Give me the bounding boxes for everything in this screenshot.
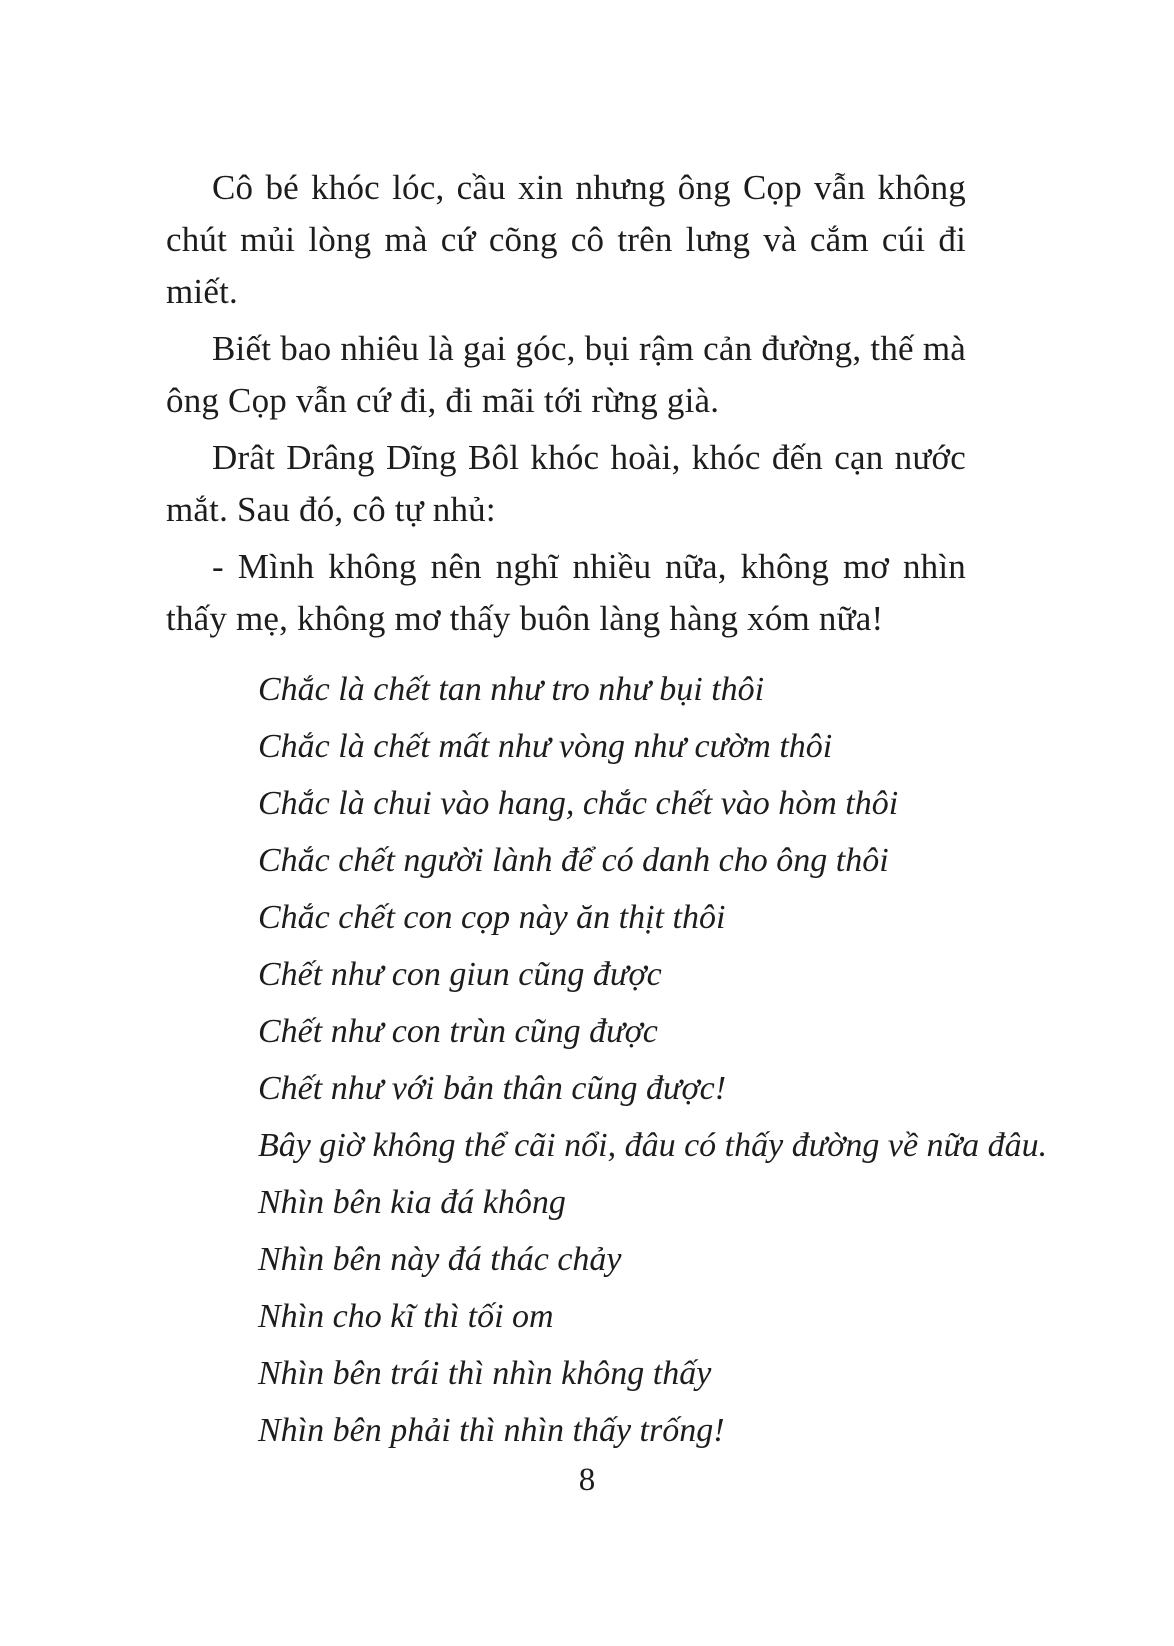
verse-line: Nhìn bên trái thì nhìn không thấy [258,1355,712,1392]
verse-line: Chắc là chui vào hang, chắc chết vào hòm thôi [258,785,899,822]
verse-line: Nhìn bên kia đá không [258,1184,566,1221]
verse-line: Nhìn bên này đá thác chảy [258,1241,622,1278]
verse-line: Chết như con trùn cũng được [258,1013,658,1050]
verse-line: Chắc là chết tan như tro như bụi thôi [258,671,765,708]
verse-line: Chắc chết người lành để có danh cho ông thôi [258,842,889,879]
paragraph: Biết bao nhiêu là gai góc, bụi rậm cản đường, thế mà ông Cọp vẫn cứ đi, đi mãi tới rừng già. [166,329,966,420]
verse-line: Chết như với bản thân cũng được! [258,1070,727,1107]
verse-block [258,671,1048,1449]
verse-line: Bây giờ không thể cãi nổi, đâu có thấy đường về nữa đâu. [258,1127,1048,1164]
verse-line: Chết như con giun cũng được [258,956,662,993]
paragraph: Drât Drâng Dĩng Bôl khóc hoài, khóc đến cạn nước mắt. Sau đó, cô tự nhủ: [166,438,966,529]
verse-line: Nhìn cho kĩ thì tối om [258,1298,554,1335]
paragraph: Cô bé khóc lóc, cầu xin nhưng ông Cọp vẫn không chút mủi lòng mà cứ cõng cô trên lưng và cắm cúi đi miết. [166,168,966,311]
text-block [166,162,1048,1471]
verse-line: Nhìn bên phải thì nhìn thấy trống! [258,1412,725,1449]
paragraph: - Mình không nên nghĩ nhiều nữa, không mơ nhìn thấy mẹ, không mơ thấy buôn làng hàng xóm nữa! [166,547,966,638]
verse-line: Chắc chết con cọp này ăn thịt thôi [258,899,726,936]
page-number: 8 [578,1462,596,1498]
verse-line: Chắc là chết mất như vòng như cườm thôi [258,728,833,765]
